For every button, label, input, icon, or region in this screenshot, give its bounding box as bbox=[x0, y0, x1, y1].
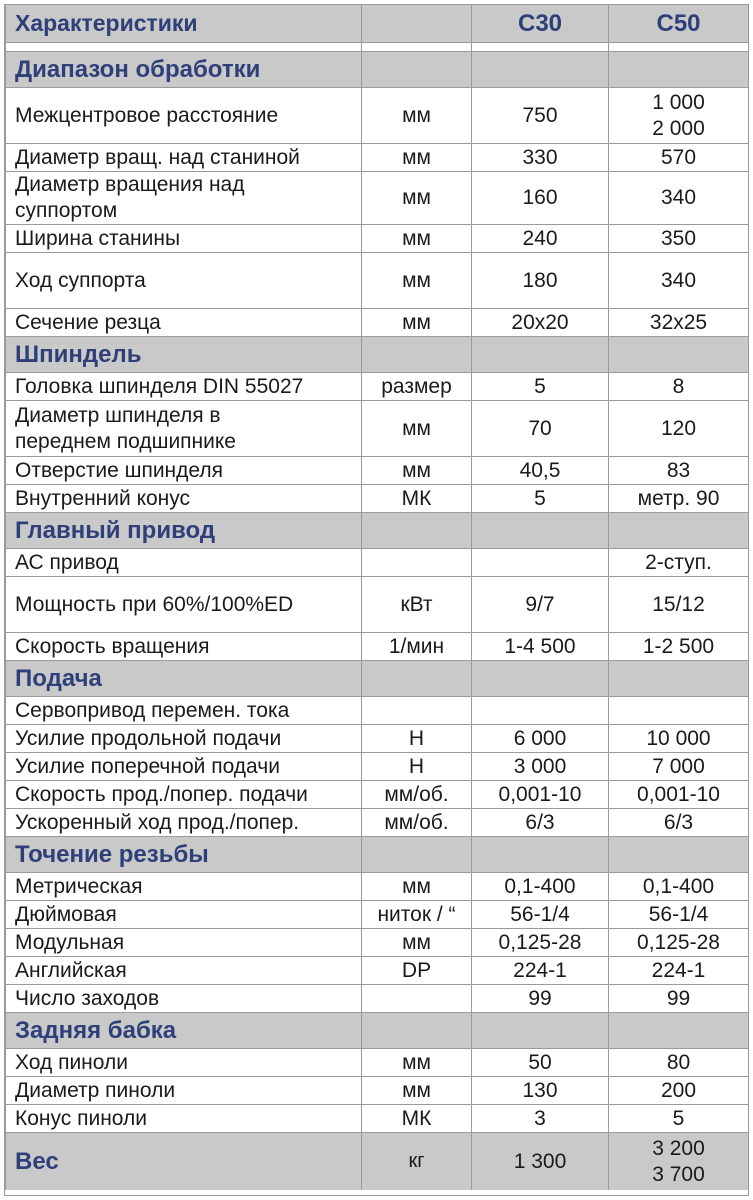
value-c30: 3 bbox=[472, 1105, 609, 1133]
table-row bbox=[6, 401, 749, 457]
value-c50: 2-ступ. bbox=[609, 549, 749, 577]
table-row bbox=[6, 873, 749, 901]
parameter-name: Скорость вращения bbox=[6, 633, 362, 661]
table-row bbox=[6, 253, 749, 309]
value-c30: 0,1-400 bbox=[472, 873, 609, 901]
value-c50: 340 bbox=[609, 253, 749, 309]
value-c30: 5 bbox=[472, 373, 609, 401]
table-row bbox=[6, 697, 749, 725]
header-c50: C50 bbox=[609, 5, 749, 43]
weight-label: Вес bbox=[6, 1133, 362, 1191]
parameter-name: Диаметр вращения над суппортом bbox=[6, 172, 362, 225]
parameter-name: АС привод bbox=[6, 549, 362, 577]
table-header-row bbox=[6, 5, 749, 43]
value-c30: 1-4 500 bbox=[472, 633, 609, 661]
parameter-unit: кВт bbox=[362, 577, 472, 633]
table-row bbox=[6, 309, 749, 337]
section-empty-cell bbox=[362, 837, 472, 873]
value-c50: 0,125-28 bbox=[609, 929, 749, 957]
section-title: Диапазон обработки bbox=[6, 52, 362, 88]
table-row bbox=[6, 957, 749, 985]
parameter-unit: мм bbox=[362, 225, 472, 253]
table-row bbox=[6, 929, 749, 957]
parameter-unit: Н bbox=[362, 753, 472, 781]
value-c30 bbox=[472, 549, 609, 577]
value-c30: 0,001-10 bbox=[472, 781, 609, 809]
table-row bbox=[6, 88, 749, 144]
section-title: Задняя бабка bbox=[6, 1013, 362, 1049]
parameter-unit: мм bbox=[362, 88, 472, 144]
parameter-name: Диаметр пиноли bbox=[6, 1077, 362, 1105]
value-c50: 8 bbox=[609, 373, 749, 401]
value-c30: 70 bbox=[472, 401, 609, 457]
value-c30: 160 bbox=[472, 172, 609, 225]
value-c50: 80 bbox=[609, 1049, 749, 1077]
parameter-unit: ниток / “ bbox=[362, 901, 472, 929]
parameter-unit: МК bbox=[362, 1105, 472, 1133]
parameter-name: Скорость прод./попер. подачи bbox=[6, 781, 362, 809]
table-row bbox=[6, 172, 749, 225]
table-row bbox=[6, 781, 749, 809]
value-c50: 83 bbox=[609, 457, 749, 485]
header-c30: C30 bbox=[472, 5, 609, 43]
table-row bbox=[6, 457, 749, 485]
parameter-unit: мм bbox=[362, 1049, 472, 1077]
parameter-name: Ход пиноли bbox=[6, 1049, 362, 1077]
section-title: Подача bbox=[6, 661, 362, 697]
parameter-name: Головка шпинделя DIN 55027 bbox=[6, 373, 362, 401]
parameter-name: Метрическая bbox=[6, 873, 362, 901]
parameter-unit: мм bbox=[362, 309, 472, 337]
parameter-name: Усилие поперечной подачи bbox=[6, 753, 362, 781]
table-row bbox=[6, 549, 749, 577]
parameter-name: Дюймовая bbox=[6, 901, 362, 929]
value-c50: 6/3 bbox=[609, 809, 749, 837]
value-c30 bbox=[472, 697, 609, 725]
header-unit-cell bbox=[362, 5, 472, 43]
value-c30: 180 bbox=[472, 253, 609, 309]
value-c30: 0,125-28 bbox=[472, 929, 609, 957]
parameter-name: Отверстие шпинделя bbox=[6, 457, 362, 485]
table-row bbox=[6, 577, 749, 633]
value-c50 bbox=[609, 697, 749, 725]
weight-row bbox=[6, 1133, 749, 1191]
value-c50: метр. 90 bbox=[609, 485, 749, 513]
value-c30: 6 000 bbox=[472, 725, 609, 753]
value-c50: 15/12 bbox=[609, 577, 749, 633]
weight-unit: кг bbox=[362, 1133, 472, 1191]
value-c50: 1 000 2 000 bbox=[609, 88, 749, 144]
parameter-unit: МК bbox=[362, 485, 472, 513]
value-c30: 330 bbox=[472, 144, 609, 172]
section-title: Точение резьбы bbox=[6, 837, 362, 873]
section-header-row bbox=[6, 513, 749, 549]
section-empty-cell bbox=[472, 513, 609, 549]
table-row bbox=[6, 144, 749, 172]
table-row bbox=[6, 985, 749, 1013]
value-c50: 340 bbox=[609, 172, 749, 225]
value-c50: 0,1-400 bbox=[609, 873, 749, 901]
parameter-name: Межцентровое расстояние bbox=[6, 88, 362, 144]
section-empty-cell bbox=[362, 52, 472, 88]
table-row bbox=[6, 225, 749, 253]
section-header-row bbox=[6, 52, 749, 88]
value-c30: 224-1 bbox=[472, 957, 609, 985]
value-c50: 32x25 bbox=[609, 309, 749, 337]
parameter-name: Сервопривод перемен. тока bbox=[6, 697, 362, 725]
value-c50: 99 bbox=[609, 985, 749, 1013]
section-empty-cell bbox=[362, 1013, 472, 1049]
section-empty-cell bbox=[362, 661, 472, 697]
parameter-name: Ход суппорта bbox=[6, 253, 362, 309]
table-row bbox=[6, 633, 749, 661]
section-empty-cell bbox=[472, 337, 609, 373]
table-row bbox=[6, 901, 749, 929]
parameter-unit: мм bbox=[362, 929, 472, 957]
value-c50: 120 bbox=[609, 401, 749, 457]
value-c50: 1-2 500 bbox=[609, 633, 749, 661]
parameter-unit: мм bbox=[362, 144, 472, 172]
parameter-name: Диаметр вращ. над станиной bbox=[6, 144, 362, 172]
section-empty-cell bbox=[362, 337, 472, 373]
parameter-unit: размер bbox=[362, 373, 472, 401]
value-c50: 0,001-10 bbox=[609, 781, 749, 809]
section-empty-cell bbox=[472, 661, 609, 697]
table-row bbox=[6, 725, 749, 753]
parameter-unit: мм/об. bbox=[362, 809, 472, 837]
header-spacer-row bbox=[6, 43, 749, 52]
section-empty-cell bbox=[609, 1013, 749, 1049]
table-row bbox=[6, 373, 749, 401]
section-empty-cell bbox=[472, 1013, 609, 1049]
value-c30: 3 000 bbox=[472, 753, 609, 781]
parameter-unit: мм bbox=[362, 457, 472, 485]
table-row bbox=[6, 485, 749, 513]
table-row bbox=[6, 753, 749, 781]
parameter-unit bbox=[362, 985, 472, 1013]
table-row bbox=[6, 1049, 749, 1077]
parameter-unit bbox=[362, 697, 472, 725]
parameter-unit: мм bbox=[362, 873, 472, 901]
section-header-row bbox=[6, 1013, 749, 1049]
parameter-name: Ширина станины bbox=[6, 225, 362, 253]
value-c30: 40,5 bbox=[472, 457, 609, 485]
value-c30: 750 bbox=[472, 88, 609, 144]
parameter-name: Модульная bbox=[6, 929, 362, 957]
value-c30: 5 bbox=[472, 485, 609, 513]
header-title: Характеристики bbox=[6, 5, 362, 43]
section-empty-cell bbox=[362, 513, 472, 549]
specs-sheet bbox=[4, 4, 749, 1196]
parameter-name: Диаметр шпинделя в переднем подшипнике bbox=[6, 401, 362, 457]
section-empty-cell bbox=[609, 513, 749, 549]
parameter-unit: мм bbox=[362, 401, 472, 457]
parameter-unit: DP bbox=[362, 957, 472, 985]
parameter-name: Ускоренный ход прод./попер. bbox=[6, 809, 362, 837]
parameter-unit bbox=[362, 549, 472, 577]
parameter-name: Внутренний конус bbox=[6, 485, 362, 513]
specifications-table bbox=[5, 5, 749, 1190]
parameter-unit: мм bbox=[362, 172, 472, 225]
value-c50: 5 bbox=[609, 1105, 749, 1133]
weight-c50: 3 200 3 700 bbox=[609, 1133, 749, 1191]
section-empty-cell bbox=[609, 52, 749, 88]
section-header-row bbox=[6, 837, 749, 873]
value-c30: 99 bbox=[472, 985, 609, 1013]
parameter-name: Усилие продольной подачи bbox=[6, 725, 362, 753]
value-c50: 10 000 bbox=[609, 725, 749, 753]
table-row bbox=[6, 809, 749, 837]
parameter-name: Число заходов bbox=[6, 985, 362, 1013]
value-c50: 7 000 bbox=[609, 753, 749, 781]
value-c30: 130 bbox=[472, 1077, 609, 1105]
section-empty-cell bbox=[609, 661, 749, 697]
value-c50: 56-1/4 bbox=[609, 901, 749, 929]
section-header-row bbox=[6, 661, 749, 697]
section-header-row bbox=[6, 337, 749, 373]
section-empty-cell bbox=[472, 52, 609, 88]
parameter-name: Мощность при 60%/100%ED bbox=[6, 577, 362, 633]
value-c30: 20x20 bbox=[472, 309, 609, 337]
section-title: Главный привод bbox=[6, 513, 362, 549]
weight-c30: 1 300 bbox=[472, 1133, 609, 1191]
value-c30: 6/3 bbox=[472, 809, 609, 837]
section-empty-cell bbox=[609, 337, 749, 373]
parameter-unit: мм bbox=[362, 1077, 472, 1105]
value-c50: 200 bbox=[609, 1077, 749, 1105]
value-c30: 50 bbox=[472, 1049, 609, 1077]
parameter-name: Сечение резца bbox=[6, 309, 362, 337]
parameter-name: Английская bbox=[6, 957, 362, 985]
parameter-name: Конус пиноли bbox=[6, 1105, 362, 1133]
section-empty-cell bbox=[472, 837, 609, 873]
value-c30: 9/7 bbox=[472, 577, 609, 633]
table-row bbox=[6, 1077, 749, 1105]
value-c50: 350 bbox=[609, 225, 749, 253]
parameter-unit: мм/об. bbox=[362, 781, 472, 809]
value-c50: 570 bbox=[609, 144, 749, 172]
value-c50: 224-1 bbox=[609, 957, 749, 985]
table-row bbox=[6, 1105, 749, 1133]
parameter-unit: 1/мин bbox=[362, 633, 472, 661]
value-c30: 56-1/4 bbox=[472, 901, 609, 929]
parameter-unit: мм bbox=[362, 253, 472, 309]
section-title: Шпиндель bbox=[6, 337, 362, 373]
section-empty-cell bbox=[609, 837, 749, 873]
value-c30: 240 bbox=[472, 225, 609, 253]
parameter-unit: Н bbox=[362, 725, 472, 753]
